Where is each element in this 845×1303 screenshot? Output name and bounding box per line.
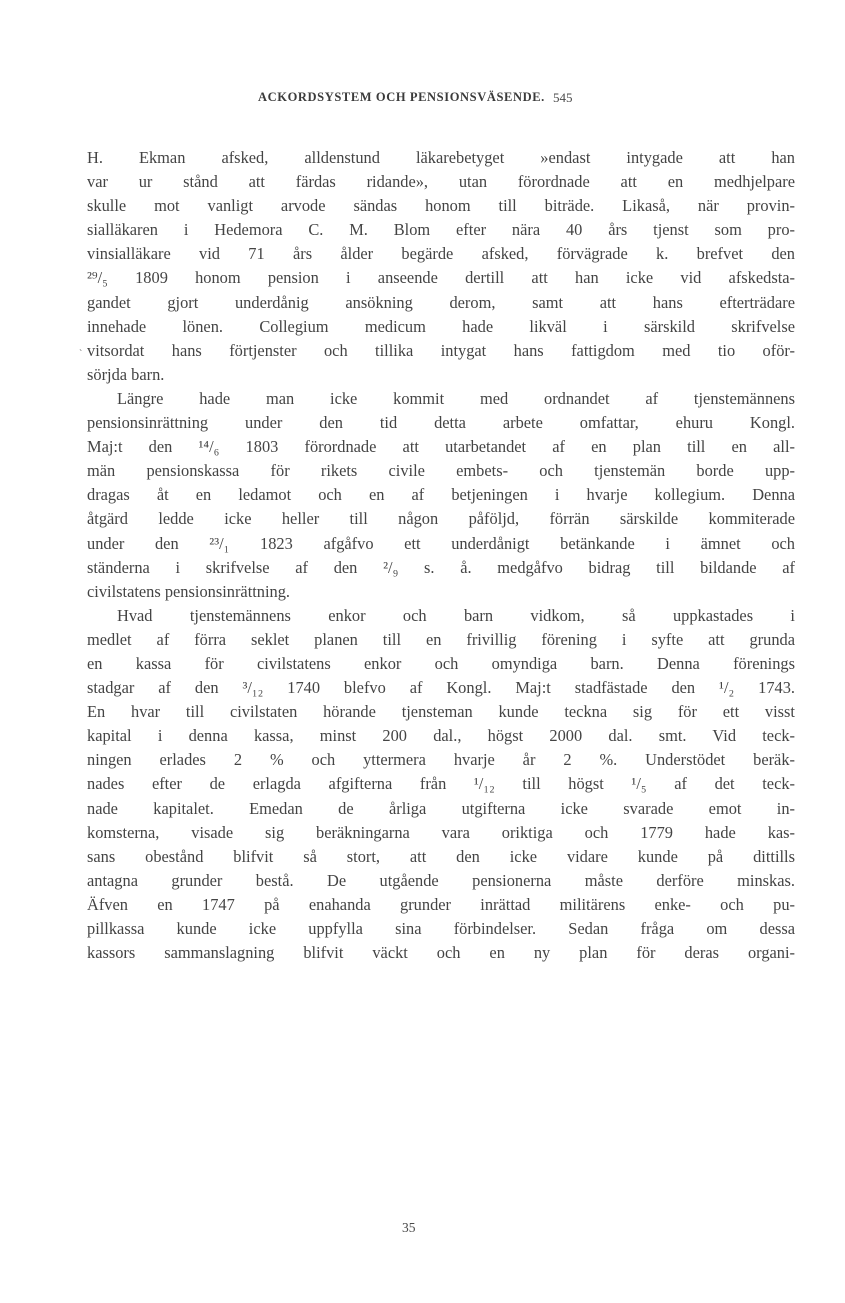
text-line: civilstatens pensionsinrättning. [87, 581, 291, 601]
text-line: män pensionskassa för rikets civile embets- och tjenstemän borde upp- [87, 461, 795, 481]
text-line: gandet gjort underdånig ansökning derom, samt att hans efterträdare [87, 292, 795, 312]
text-line: En hvar till civilstaten hörande tjensteman kunde teckna sig för ett visst [87, 702, 795, 722]
text-line: innehade lönen. Collegium medicum hade likväl i särskild skrifvelse [87, 316, 795, 336]
text-line: stadgar af den ³/₁₂ 1740 blefvo af Kongl. Maj:t stadfästade den ¹/₂ 1743. [87, 678, 795, 698]
page-number: 545 [553, 90, 573, 105]
running-title: ACKORDSYSTEM OCH PENSIONSVÄSENDE. [258, 90, 545, 104]
text-line: ningen erlades 2 % och yttermera hvarje år 2 %. Understödet beräk- [87, 750, 795, 770]
text-line: antagna grunder bestå. De utgående pensionerna måste derföre minskas. [87, 870, 795, 890]
text-line: vinsialläkare vid 71 års ålder begärde afsked, förvägrade k. brefvet den [87, 244, 795, 264]
text-line: Maj:t den ¹⁴/₆ 1803 förordnade att utarbetandet af en plan till en all- [87, 437, 795, 457]
text-line: ²⁹/₅ 1809 honom pension i anseende dertill att han icke vid afskedsta- [87, 268, 795, 288]
signature-mark: 35 [402, 1220, 416, 1235]
text-line: sialläkaren i Hedemora C. M. Blom efter nära 40 års tjenst som pro- [87, 220, 795, 240]
text-line: medlet af förra seklet planen till en frivillig förening i syfte att grunda [87, 629, 795, 649]
text-line: nade kapitalet. Emedan de årliga utgifterna icke svarade emot in- [87, 798, 795, 818]
body-text [87, 146, 795, 965]
text-line: sans obestånd blifvit så stort, att den icke vidare kunde på dittills [87, 846, 795, 866]
text-line: Äfven en 1747 på enahanda grunder inrättad militärens enke- och pu- [87, 894, 795, 914]
running-head [0, 90, 845, 112]
text-line: en kassa för civilstatens enkor och omyndiga barn. Denna förenings [87, 653, 795, 673]
text-line: Hvad tjenstemännens enkor och barn vidkom, så uppkastades i [117, 605, 795, 625]
margin-mark: ` [79, 349, 83, 360]
text-line: H. Ekman afsked, alldenstund läkarebetyget »endast intygade att han [87, 148, 795, 167]
text-line: var ur stånd att färdas ridande», utan förordnade att en medhjelpare [87, 172, 795, 192]
text-line: pensionsinrättning under den tid detta arbete omfattar, ehuru Kongl. [87, 413, 795, 433]
text-line: ständerna i skrifvelse af den ²/₉ s. å. medgåfvo bidrag till bildande af [87, 557, 795, 577]
text-line: nades efter de erlagda afgifterna från ¹/₁₂ till högst ¹/₅ af det teck- [87, 774, 795, 794]
text-line: kassors sammanslagning blifvit väckt och en ny plan för deras organi- [87, 943, 795, 963]
text-line: dragas åt en ledamot och en af betjeningen i hvarje kollegium. Denna [87, 485, 795, 505]
text-line: vitsordat hans förtjenster och tillika intygat hans fattigdom med tio oför- [87, 340, 795, 360]
text-line: pillkassa kunde icke uppfylla sina förbindelser. Sedan fråga om dessa [87, 919, 795, 938]
text-line: sörjda barn. [87, 364, 165, 384]
text-line: komsterna, visade sig beräkningarna vara oriktiga och 1779 hade kas- [87, 822, 795, 842]
text-line: under den ²³/₁ 1823 afgåfvo ett underdånigt betänkande i ämnet och [87, 533, 795, 553]
text-line: åtgärd ledde icke heller till någon påföljd, förrän särskilde kommiterade [87, 509, 795, 529]
text-line: kapital i denna kassa, minst 200 dal., högst 2000 dal. smt. Vid teck- [87, 726, 795, 746]
text-line: skulle mot vanligt arvode sändas honom till biträde. Likaså, när provin- [87, 196, 795, 216]
text-line: Längre hade man icke kommit med ordnandet af tjenstemännens [117, 388, 795, 408]
